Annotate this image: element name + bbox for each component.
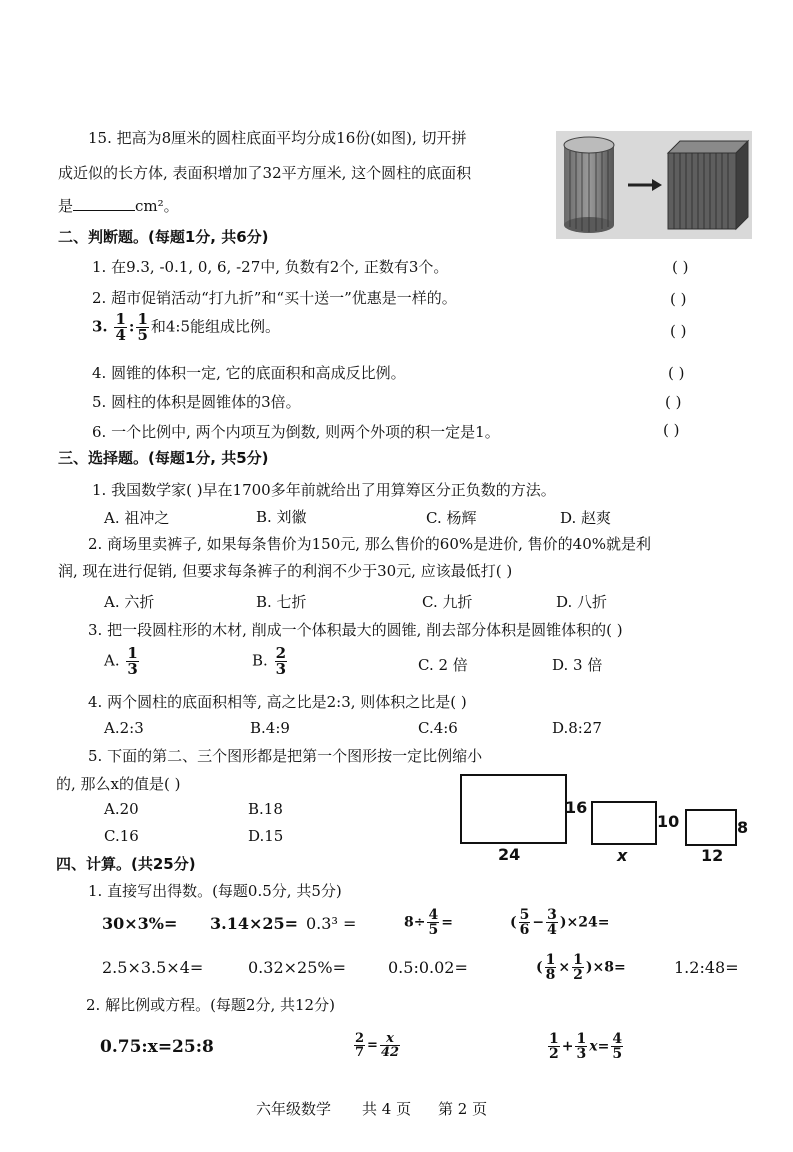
frac-num: 1 — [545, 952, 556, 968]
cylinder-to-cuboid-figure — [556, 131, 752, 239]
choice-q5-opt-b[interactable]: B.18 — [248, 800, 283, 818]
opt-label: A. — [104, 651, 120, 670]
rectangle-large — [460, 774, 567, 844]
judge-answer-6[interactable]: ( ) — [663, 421, 680, 439]
section-judge-header: 二、判断题。(每题1分, 共6分) — [58, 228, 269, 246]
choice-q4-opt-a[interactable]: A.2:3 — [104, 719, 144, 737]
choice-q2-opt-b[interactable]: B. 七折 — [256, 593, 307, 611]
choice-q2-line1: 2. 商场里卖裤子, 如果每条售价为150元, 那么售价的60%是进价, 售价的40%就是利 — [88, 535, 652, 553]
frac-num: x — [380, 1032, 400, 1046]
choice-q1-opt-d[interactable]: D. 赵爽 — [560, 509, 612, 527]
judge-answer-2[interactable]: ( ) — [670, 290, 687, 308]
calc-sub1: 1. 直接写出得数。(每题0.5分, 共5分) — [88, 882, 342, 900]
rect-large-height: 16 — [565, 798, 588, 817]
frac-num: 4 — [428, 907, 439, 923]
frac-den: 5 — [428, 922, 439, 938]
eq-3 — [546, 1032, 625, 1061]
rect-large-width: 24 — [498, 845, 521, 864]
choice-q5-opt-c[interactable]: C.16 — [104, 827, 139, 845]
frac-den: 4 — [115, 326, 126, 344]
judge-item-3-tail: 和4:5能组成比例。 — [150, 317, 281, 336]
choice-q1-opt-c[interactable]: C. 杨辉 — [426, 509, 477, 527]
judge-item-4: 4. 圆锥的体积一定, 它的底面积和高成反比例。 — [92, 364, 406, 382]
expr-part: x= — [589, 1038, 610, 1055]
rect-medium-height: 10 — [657, 812, 680, 831]
frac-den: 4 — [547, 922, 557, 938]
choice-q3-opt-a[interactable] — [104, 646, 141, 677]
answer-blank[interactable] — [73, 196, 135, 211]
choice-q1-stem: 1. 我国数学家( )早在1700多年前就给出了用算筹区分正负数的方法。 — [92, 481, 556, 499]
expr-part: × — [558, 959, 571, 976]
judge-item-2: 2. 超市促销活动“打九折”和“买十送一”优惠是一样的。 — [92, 289, 457, 307]
footer-total-pages: 共 4 页 — [362, 1100, 412, 1118]
frac-den: 5 — [612, 1046, 623, 1062]
footer-current-page: 第 2 页 — [438, 1100, 488, 1118]
choice-q2-opt-a[interactable]: A. 六折 — [104, 593, 155, 611]
frac-den: 3 — [127, 660, 138, 678]
frac-den: 42 — [380, 1045, 400, 1060]
expr-part: )×24= — [559, 914, 610, 931]
ratio-colon: : — [128, 317, 135, 336]
calc-r1-a: 30×3%= — [102, 914, 178, 933]
choice-q2-opt-d[interactable]: D. 八折 — [556, 593, 608, 611]
frac-den: 2 — [549, 1046, 559, 1062]
choice-q5-opt-a[interactable]: A.20 — [104, 800, 139, 818]
choice-q2-opt-c[interactable]: C. 九折 — [422, 593, 473, 611]
calc-r2-a: 2.5×3.5×4= — [102, 958, 204, 977]
calc-r2-d — [536, 953, 626, 982]
rect-medium-width: x — [617, 846, 628, 865]
rect-small-width: 12 — [701, 846, 724, 865]
frac-num: 1 — [576, 1031, 587, 1047]
frac-den: 2 — [573, 967, 583, 983]
frac-num: 2 — [355, 1031, 365, 1046]
q15-line2: 成近似的长方体, 表面积增加了32平方厘米, 这个圆柱的底面积 — [58, 164, 472, 182]
expr-part: = — [367, 1038, 378, 1053]
q15-unit: cm²。 — [135, 197, 179, 215]
calc-r1-e — [510, 908, 609, 937]
cylinder-shape — [564, 137, 614, 233]
judge-answer-4[interactable]: ( ) — [668, 364, 685, 382]
choice-q2-line2: 润, 现在进行促销, 但要求每条裤子的利润不少于30元, 应该最低打( ) — [58, 562, 513, 580]
expr-part: + — [561, 1038, 574, 1055]
expr-part: = — [441, 914, 453, 931]
frac-num: 1 — [115, 310, 126, 328]
frac-num: 4 — [612, 1031, 623, 1047]
judge-item-3-num: 3. — [92, 317, 108, 336]
calc-r2-e: 1.2:48= — [674, 958, 739, 977]
calc-r1-c: 0.3³ = — [306, 914, 357, 933]
opt-label: B. — [252, 651, 268, 670]
calc-r1-b: 3.14×25= — [210, 914, 299, 933]
choice-q5-line1: 5. 下面的第二、三个图形都是把第一个图形按一定比例缩小 — [88, 747, 483, 765]
expr-part: − — [532, 914, 545, 931]
choice-q1-opt-a[interactable]: A. 祖冲之 — [104, 509, 170, 527]
judge-answer-5[interactable]: ( ) — [665, 393, 682, 411]
choice-q4-stem: 4. 两个圆柱的底面积相等, 高之比是2:3, 则体积之比是( ) — [88, 693, 467, 711]
choice-q4-opt-c[interactable]: C.4:6 — [418, 719, 458, 737]
choice-q5-opt-d[interactable]: D.15 — [248, 827, 284, 845]
calc-r1-d — [404, 908, 453, 937]
calc-sub2: 2. 解比例或方程。(每题2分, 共12分) — [86, 996, 335, 1014]
expr-part: ( — [536, 959, 543, 976]
choice-q3-stem: 3. 把一段圆柱形的木材, 削成一个体积最大的圆锥, 削去部分体积是圆锥体积的( ) — [88, 621, 623, 639]
frac-den: 5 — [137, 326, 148, 344]
footer-subject: 六年级数学 — [256, 1100, 332, 1118]
frac-num: 5 — [519, 907, 530, 923]
section-choice-header: 三、选择题。(每题1分, 共5分) — [58, 449, 269, 467]
eq-1: 0.75:x=25:8 — [100, 1037, 214, 1057]
frac-den: 7 — [355, 1045, 365, 1060]
judge-item-3 — [92, 312, 280, 343]
judge-answer-1[interactable]: ( ) — [672, 258, 689, 276]
q15-line3-pre: 是 — [58, 197, 74, 215]
choice-q4-opt-b[interactable]: B.4:9 — [250, 719, 290, 737]
choice-q3-opt-d[interactable]: D. 3 倍 — [552, 656, 603, 674]
frac-num: 1 — [573, 952, 583, 968]
rect-small-height: 8 — [737, 818, 749, 837]
frac-den: 3 — [576, 1046, 587, 1062]
choice-q3-opt-b[interactable] — [252, 646, 289, 677]
choice-q3-opt-c[interactable]: C. 2 倍 — [418, 656, 468, 674]
q15-line1: 15. 把高为8厘米的圆柱底面平均分成16份(如图), 切开拼 — [88, 129, 467, 147]
frac-num: 3 — [547, 907, 557, 923]
cuboid-shape — [668, 141, 748, 229]
choice-q4-opt-d[interactable]: D.8:27 — [552, 719, 602, 737]
frac-num: 1 — [137, 310, 148, 328]
frac-den: 3 — [275, 660, 287, 678]
rectangle-medium — [591, 801, 657, 845]
frac-num: 1 — [549, 1031, 559, 1047]
expr-part: 8÷ — [404, 914, 426, 931]
frac-den: 8 — [545, 967, 556, 983]
judge-item-6: 6. 一个比例中, 两个内项互为倒数, 则两个外项的积一定是1。 — [92, 423, 500, 441]
q15-line3 — [58, 195, 179, 216]
rectangle-small — [685, 809, 737, 846]
judge-item-1: 1. 在9.3, -0.1, 0, 6, -27中, 负数有2个, 正数有3个。 — [92, 258, 449, 276]
frac-den: 6 — [519, 922, 530, 938]
frac-num: 1 — [127, 644, 138, 662]
choice-q1-opt-b[interactable]: B. 刘徽 — [256, 508, 307, 526]
judge-item-5: 5. 圆柱的体积是圆锥体的3倍。 — [92, 393, 301, 411]
section-calc-header: 四、计算。(共25分) — [56, 855, 196, 873]
calc-r2-b: 0.32×25%= — [248, 958, 346, 977]
expr-part: )×8= — [585, 959, 626, 976]
calc-r2-c: 0.5:0.02= — [388, 958, 468, 977]
judge-answer-3[interactable]: ( ) — [670, 322, 687, 340]
eq-2 — [352, 1032, 402, 1059]
choice-q5-line2: 的, 那么x的值是( ) — [56, 775, 181, 793]
expr-part: ( — [510, 914, 517, 931]
frac-num: 2 — [275, 644, 287, 662]
